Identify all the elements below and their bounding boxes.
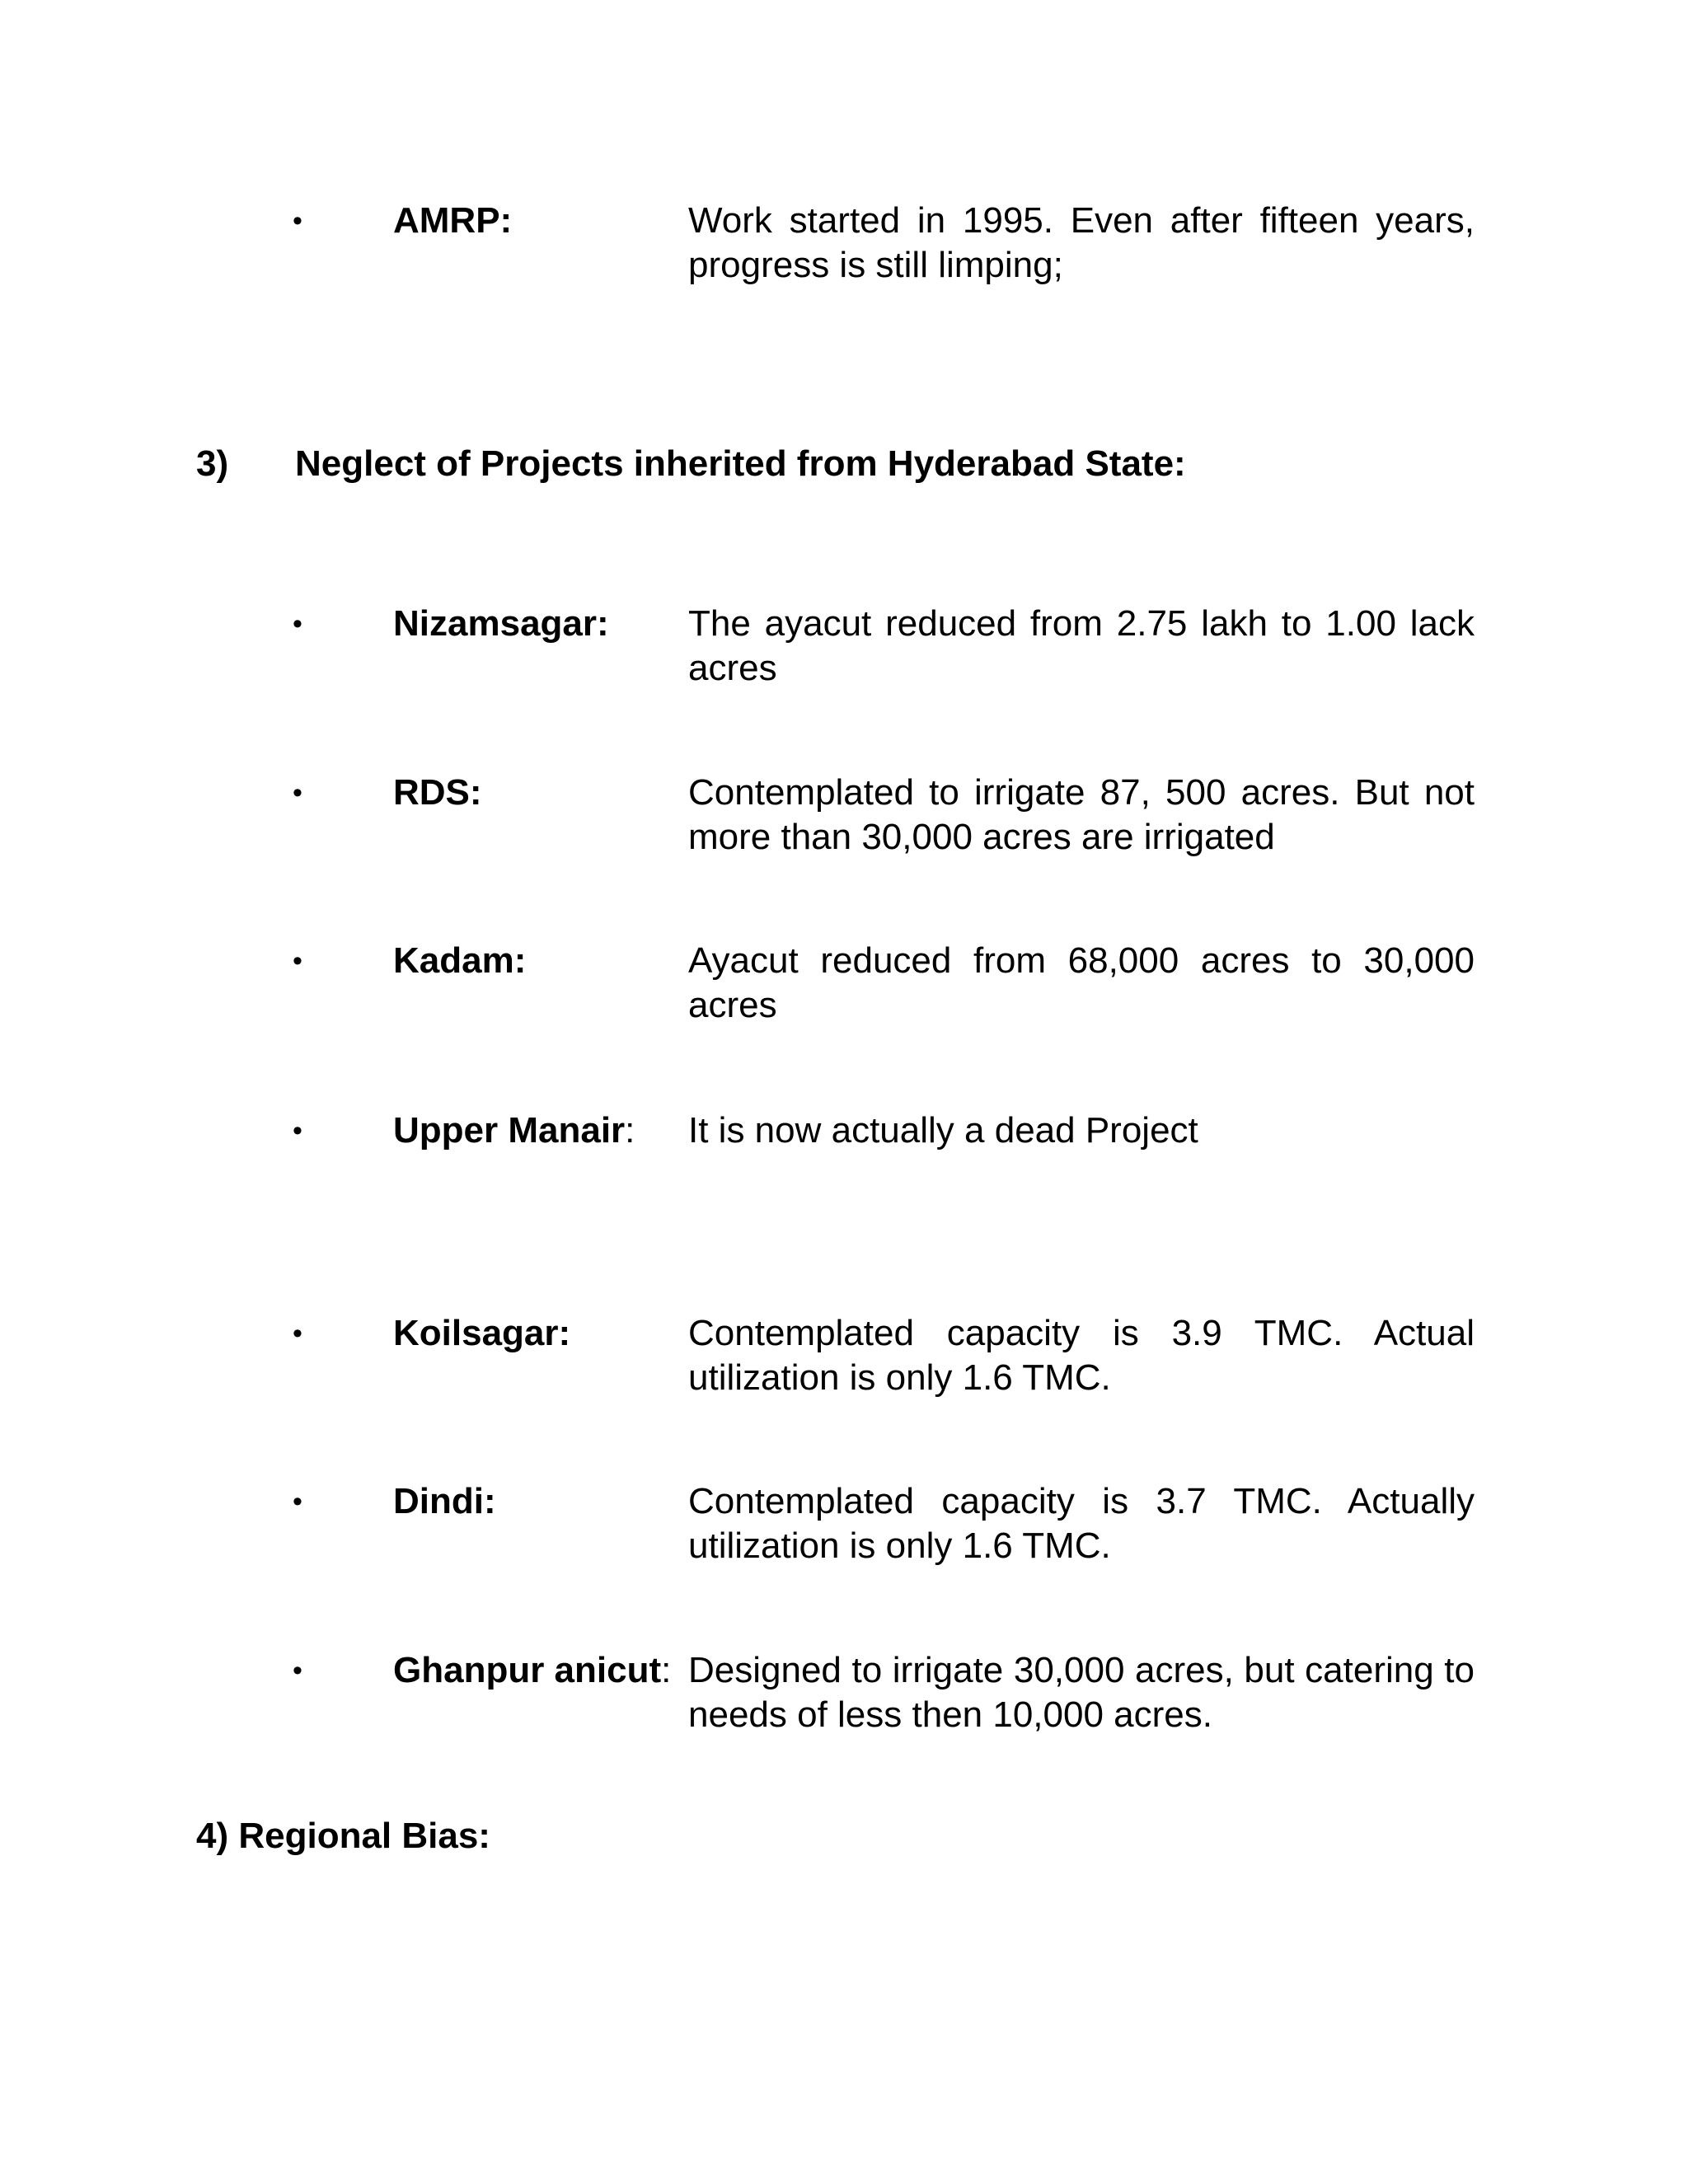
project-name-text: Ghanpur anicut (393, 1650, 662, 1690)
section-title: Neglect of Projects inherited from Hyderabad State: (295, 443, 1186, 484)
project-name-text: Upper Manair (393, 1110, 626, 1151)
project-name (393, 1648, 671, 1693)
project-name: Kadam: (393, 940, 527, 981)
bullet-icon: • (293, 205, 302, 237)
project-description: It is now actually a dead Project (688, 1110, 1198, 1151)
project-item-ghanpur-anicut (0, 1648, 1688, 1747)
project-item-koilsagar (0, 1311, 1688, 1410)
bullet-icon: • (293, 1486, 302, 1517)
section-title: 4) Regional Bias: (196, 1816, 490, 1856)
project-description: Designed to irrigate 30,000 acres, but catering to needs of less then 10,000 acres. (688, 1650, 1475, 1735)
project-name-colon: : (625, 1110, 635, 1151)
bullet-icon: • (293, 1115, 302, 1146)
project-item-rds (0, 771, 1688, 869)
project-description: Contemplated capacity is 3.7 TMC. Actually utilization is only 1.6 TMC. (688, 1481, 1475, 1566)
project-item-dindi (0, 1479, 1688, 1578)
project-item-nizamsagar (0, 602, 1688, 701)
project-item-kadam (0, 939, 1688, 1038)
project-item-upper-manair (0, 1108, 1688, 1207)
bullet-icon: • (293, 945, 302, 977)
project-description: Contemplated to irrigate 87, 500 acres. But not more than 30,000 acres are irrigated (688, 772, 1475, 857)
project-name: AMRP: (393, 200, 513, 241)
section-number: 3) (196, 443, 229, 484)
project-name: RDS: (393, 772, 482, 813)
bullet-icon: • (293, 1655, 302, 1686)
project-description: The ayacut reduced from 2.75 lakh to 1.00 lack acres (688, 603, 1475, 688)
section-4-heading (196, 1814, 490, 1858)
project-description: Ayacut reduced from 68,000 acres to 30,000 acres (688, 940, 1475, 1025)
project-name: Nizamsagar: (393, 603, 609, 644)
bullet-icon: • (293, 1318, 302, 1349)
project-name: Dindi: (393, 1481, 496, 1521)
project-name (393, 1108, 635, 1153)
project-item-amrp (0, 199, 1688, 298)
project-name-colon: : (661, 1650, 672, 1690)
project-name: Koilsagar: (393, 1313, 571, 1353)
bullet-icon: • (293, 608, 302, 640)
project-description: Work started in 1995. Even after fifteen years, progress is still limping; (688, 200, 1475, 285)
bullet-icon: • (293, 777, 302, 808)
project-description: Contemplated capacity is 3.9 TMC. Actual utilization is only 1.6 TMC. (688, 1313, 1475, 1398)
